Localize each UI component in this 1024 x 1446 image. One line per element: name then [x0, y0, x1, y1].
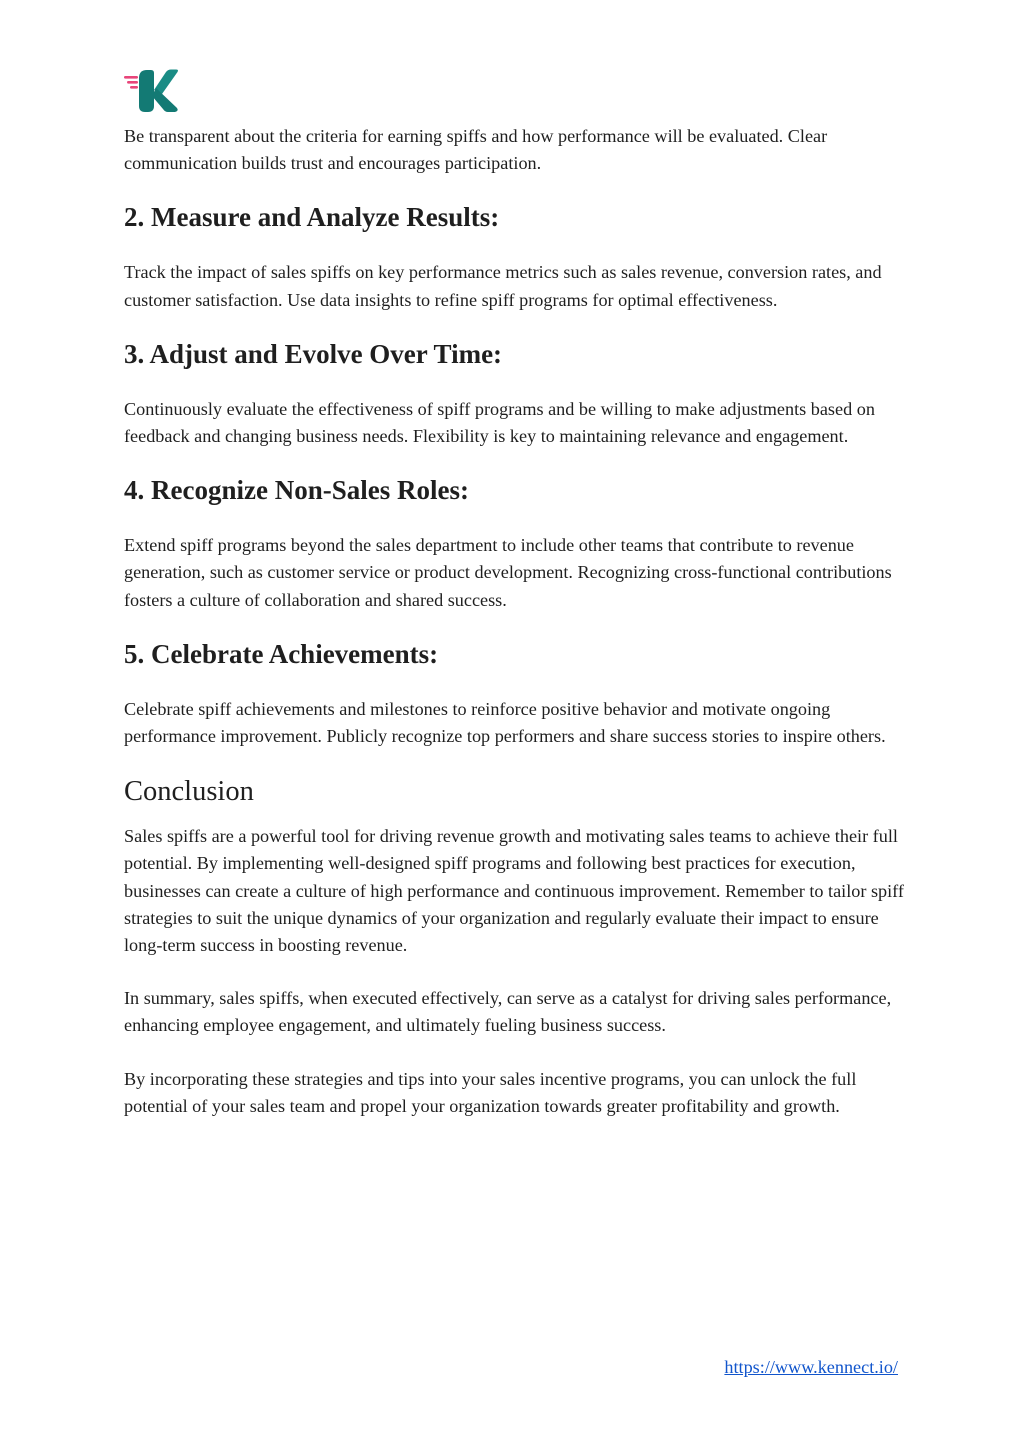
- section-body-celebrate: Celebrate spiff achievements and milestones to reinforce positive behavior and motivate ongoing performance improvement. Publicly recognize top performers and share success stories to inspire others.: [124, 698, 886, 747]
- closing-paragraph: By incorporating these strategies and tips into your sales incentive programs, you can unlock the full potential of your sales team and propel your organization towards greater profitability and growth.: [124, 1068, 857, 1116]
- section-body-adjust: Continuously evaluate the effectiveness of spiff programs and be willing to make adjustments based on feedback and changing business needs. Flexibility is key to maintaining relevance and engagement.: [124, 398, 875, 447]
- section-body-measure: Track the impact of sales spiffs on key performance metrics such as sales revenue, conversion rates, and customer satisfaction. Use data insights to refine spiff programs for optimal effectiveness.: [124, 262, 882, 310]
- conclusion-heading: Conclusion: [124, 776, 254, 808]
- intro-paragraph: Be transparent about the criteria for earning spiffs and how performance will be evaluated. Clear communication builds trust and encourages participation.: [124, 126, 828, 174]
- section-heading-measure: 2. Measure and Analyze Results:: [124, 202, 500, 233]
- section-body-non-sales: Extend spiff programs beyond the sales department to include other teams that contribute to revenue generation, such as customer service or product development. Recognizing cross-functional contributions fosters a culture of collaboration and shared success.: [124, 535, 892, 610]
- section-heading-celebrate: 5. Celebrate Achievements:: [124, 638, 439, 669]
- section-heading-non-sales: 4. Recognize Non-Sales Roles:: [124, 475, 469, 506]
- section-heading-adjust: 3. Adjust and Evolve Over Time:: [124, 338, 503, 369]
- summary-paragraph: In summary, sales spiffs, when executed effectively, can serve as a catalyst for driving sales performance, enhancing employee engagement, and ultimately fueling business success.: [124, 988, 892, 1036]
- footer-website-link[interactable]: https://www.kennect.io/: [724, 1357, 898, 1377]
- conclusion-paragraph: Sales spiffs are a powerful tool for driving revenue growth and motivating sales teams to achieve their full potential. By implementing well-designed spiff programs and following best practices for execution, businesses can create a culture of high performance and continuous improvement. Remember to tailor spiff strategies to suit the unique dynamics of your organization and regularly evaluate their impact to ensure long-term success in boosting revenue.: [124, 826, 904, 956]
- document-body: [124, 123, 904, 1120]
- kennect-logo-icon: [124, 68, 180, 114]
